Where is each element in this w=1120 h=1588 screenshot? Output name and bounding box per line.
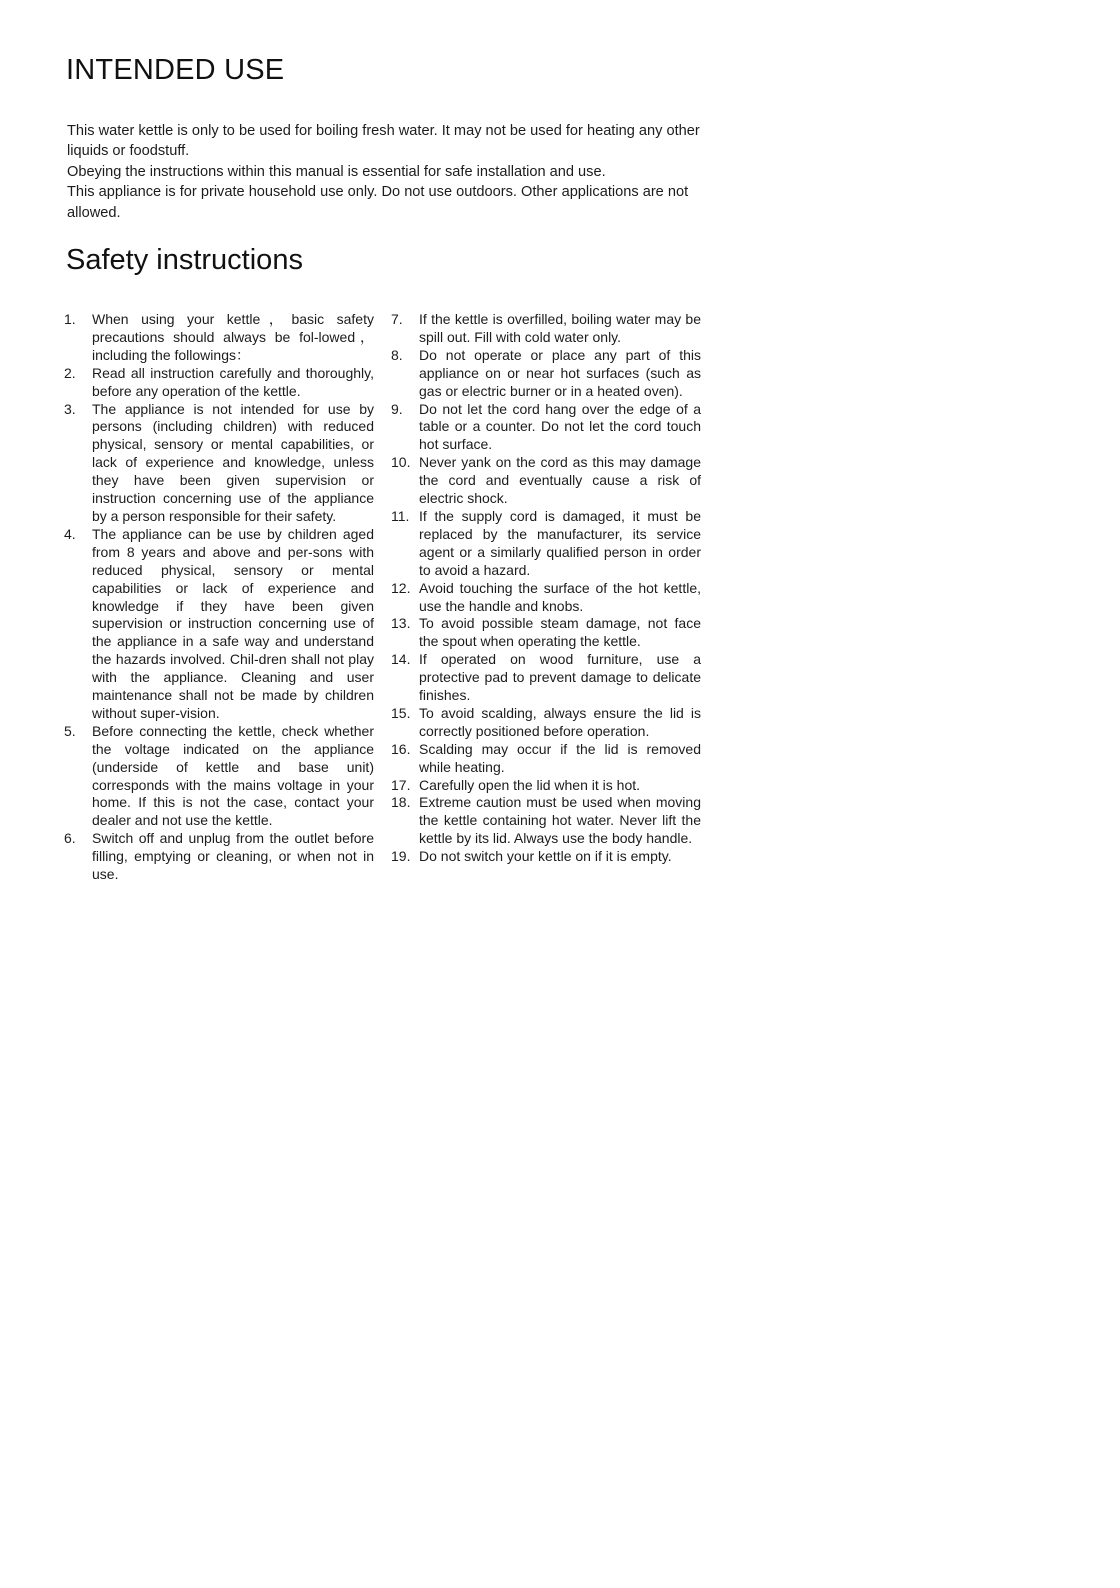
- safety-item: [64, 401, 374, 526]
- item-text: To avoid possible steam damage, not face the spout when operating the kettle.: [419, 615, 701, 650]
- item-text: If the supply cord is damaged, it must be replaced by the manufacturer, its service agent or a similarly qualified person in order to avoid a hazard.: [419, 507, 701, 578]
- safety-item: [391, 580, 701, 616]
- safety-item: [391, 311, 701, 347]
- item-text: Extreme caution must be used when moving the kettle containing hot water. Never lift the kettle by its lid. Always use the body handle.: [419, 794, 701, 847]
- item-number: 10.: [391, 454, 411, 471]
- intended-use-heading: INTENDED USE: [66, 54, 285, 86]
- item-number: 12.: [391, 579, 411, 596]
- intended-use-paragraph: This appliance is for private household use only. Do not use outdoors. Other applications are not allowed.: [67, 184, 689, 221]
- item-number: 5.: [64, 722, 76, 739]
- item-text: Never yank on the cord as this may damage the cord and eventually cause a risk of electric shock.: [419, 454, 701, 507]
- safety-item: [64, 526, 374, 723]
- safety-item: [391, 651, 701, 705]
- item-text: Switch off and unplug from the outlet before filling, emptying or cleaning, or when not in use.: [92, 830, 374, 883]
- item-number: 3.: [64, 400, 76, 417]
- safety-item: [64, 723, 374, 830]
- safety-list-right-column: [391, 311, 701, 866]
- item-text: Read all instruction carefully and thoroughly, before any operation of the kettle.: [92, 364, 374, 399]
- intended-use-paragraph: Obeying the instructions within this manual is essential for safe installation and use.: [67, 163, 606, 180]
- item-number: 13.: [391, 615, 411, 632]
- item-text: To avoid scalding, always ensure the lid is correctly positioned before operation.: [419, 704, 701, 739]
- intended-use-text: [67, 121, 707, 223]
- item-text: Avoid touching the surface of the hot kettle, use the handle and knobs.: [419, 579, 701, 614]
- item-number: 9.: [391, 400, 403, 417]
- safety-item: [391, 347, 701, 401]
- safety-item: [391, 705, 701, 741]
- safety-item: [64, 311, 374, 365]
- safety-item: [391, 401, 701, 455]
- item-number: 19.: [391, 848, 411, 865]
- item-text: Carefully open the lid when it is hot.: [419, 776, 641, 793]
- item-text: When using your kettle，basic safety precautions should always be fol-lowed，including the followings：: [92, 311, 374, 363]
- item-text: If operated on wood furniture, use a protective pad to prevent damage to delicate finishes.: [419, 651, 701, 704]
- item-number: 18.: [391, 794, 411, 811]
- item-text: Do not let the cord hang over the edge of a table or a counter. Do not let the cord touch hot surface.: [419, 400, 701, 453]
- safety-list-left-column: [64, 311, 374, 884]
- item-text: Do not operate or place any part of this appliance on or near hot surfaces (such as gas or electric burner or in a heated oven).: [419, 346, 701, 399]
- item-text: Before connecting the kettle, check whether the voltage indicated on the appliance (underside of kettle and base unit) corresponds with the mains voltage in your home. If this is not the case, contact your dealer and not use the kettle.: [92, 722, 374, 829]
- item-number: 15.: [391, 704, 411, 721]
- item-number: 2.: [64, 364, 76, 381]
- safety-item: [391, 777, 701, 795]
- item-number: 14.: [391, 651, 411, 668]
- safety-item: [391, 848, 701, 866]
- item-text: The appliance is not intended for use by persons (including children) with reduced physical, sensory or mental capabilities, or lack of experience and knowledge, unless they have been given supervision or instruction concerning use of the appliance by a person responsible for their safety.: [92, 400, 374, 524]
- safety-item: [64, 830, 374, 884]
- item-number: 8.: [391, 346, 403, 363]
- safety-instructions-heading: Safety instructions: [66, 244, 303, 276]
- item-text: The appliance can be use by children aged from 8 years and above and per-sons with reduced physical, sensory or mental capabilities or lack of experience and knowledge if they have been given supervision or instruction concerning use of the appliance in a safe way and understand the hazards involved. Chil-dren shall not play with the appliance. Cleaning and user maintenance shall not be made by children without super-vision.: [92, 525, 374, 721]
- safety-item: [64, 365, 374, 401]
- safety-item: [391, 615, 701, 651]
- item-number: 11.: [391, 507, 410, 524]
- item-number: 6.: [64, 830, 76, 847]
- safety-item: [391, 741, 701, 777]
- safety-item: [391, 454, 701, 508]
- item-number: 7.: [391, 311, 403, 327]
- item-number: 4.: [64, 525, 76, 542]
- item-number: 1.: [64, 311, 76, 327]
- intended-use-paragraph: This water kettle is only to be used for boiling fresh water. It may not be used for heating any other liquids or foodstuff.: [67, 123, 700, 160]
- safety-item: [391, 508, 701, 580]
- item-text: Do not switch your kettle on if it is empty.: [419, 848, 672, 865]
- item-number: 17.: [391, 776, 411, 793]
- item-text: If the kettle is overfilled, boiling water may be spill out. Fill with cold water only.: [419, 311, 701, 345]
- item-text: Scalding may occur if the lid is removed while heating.: [419, 740, 701, 775]
- item-number: 16.: [391, 740, 411, 757]
- safety-item: [391, 794, 701, 848]
